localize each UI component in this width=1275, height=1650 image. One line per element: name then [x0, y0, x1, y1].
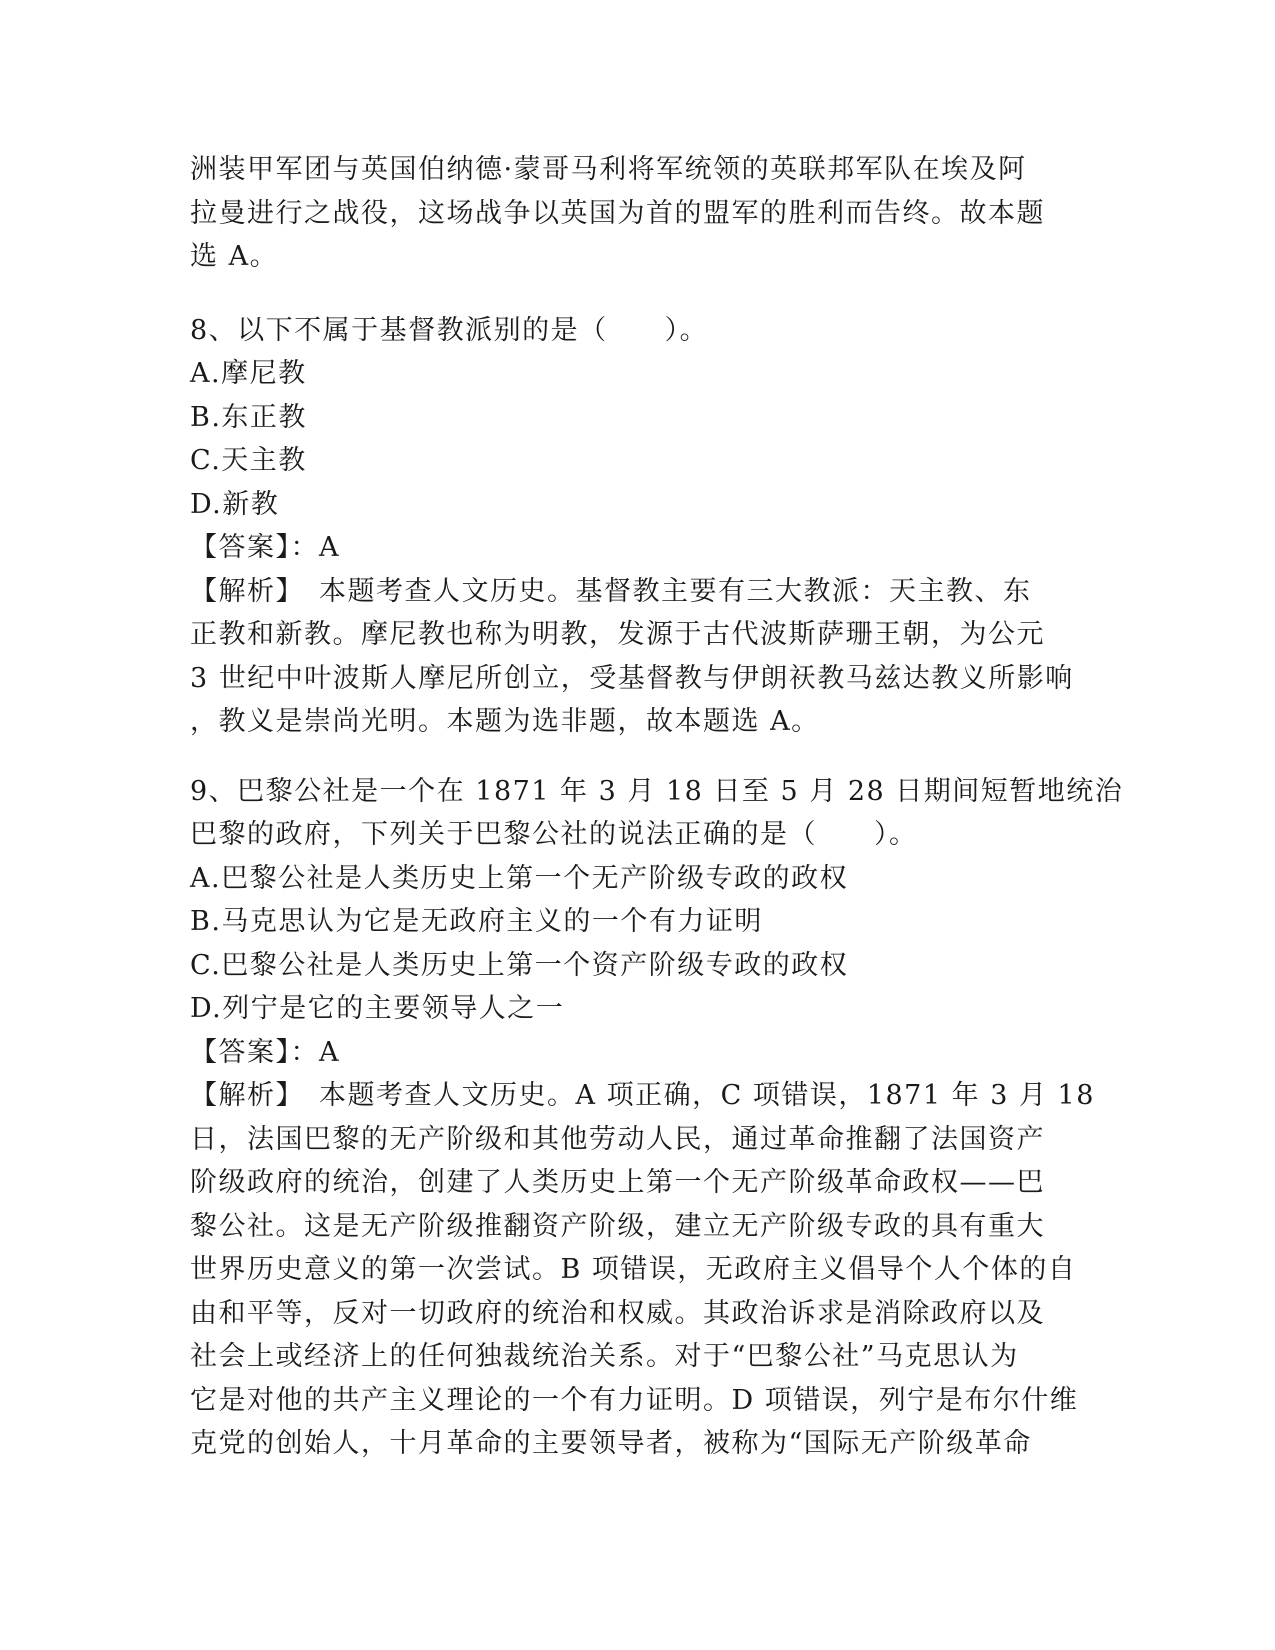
text-line: 洲装甲军团与英国伯纳德·蒙哥马利将军统领的英联邦军队在埃及阿	[190, 154, 1027, 185]
option-c: C.巴黎公社是人类历史上第一个资产阶级专政的政权	[190, 949, 849, 981]
option-d: D.新教	[190, 488, 280, 520]
analysis-line: 阶级政府的统治，创建了人类历史上第一个无产阶级革命政权——巴	[190, 1167, 1045, 1198]
question-stem: 9、巴黎公社是一个在 1871 年 3 月 18 日至 5 月 28 日期间短暂地统治	[190, 775, 1124, 807]
answer-line: 【答案】：A	[190, 1036, 340, 1068]
answer-line: 【答案】：A	[190, 532, 340, 563]
option-a: A.巴黎公社是人类历史上第一个无产阶级专政的政权	[190, 862, 849, 894]
text-line: 选 A。	[190, 241, 279, 272]
analysis-line: 克党的创始人，十月革命的主要领导者，被称为“国际无产阶级革命	[190, 1428, 1032, 1459]
option-b: B.马克思认为它是无政府主义的一个有力证明	[190, 906, 763, 937]
document-page	[190, 148, 1124, 1466]
analysis-line: 世界历史意义的第一次尝试。B 项错误，无政府主义倡导个人个体的自	[190, 1254, 1077, 1285]
analysis-line: 它是对他的共产主义理论的一个有力证明。D 项错误，列宁是布尔什维	[190, 1384, 1079, 1416]
analysis-line: 3 世纪中叶波斯人摩尼所创立，受基督教与伊朗祆教马兹达教义所影响	[190, 662, 1074, 694]
question-9	[190, 770, 1124, 1466]
option-d: D.列宁是它的主要领导人之一	[190, 993, 565, 1024]
analysis-line: 社会上或经济上的任何独裁统治关系。对于“巴黎公社”马克思认为	[190, 1341, 1019, 1372]
option-c: C.天主教	[190, 445, 307, 476]
option-b: B.东正教	[190, 401, 307, 433]
question-8	[190, 309, 1090, 744]
option-a: A.摩尼教	[190, 358, 307, 389]
question-stem: 8、以下不属于基督教派别的是（ ）。	[190, 314, 709, 346]
analysis-line: 【解析】 本题考查人文历史。基督教主要有三大教派：天主教、东	[190, 575, 1032, 607]
analysis-line: 日，法国巴黎的无产阶级和其他劳动人民，通过革命推翻了法国资产	[190, 1123, 1045, 1155]
analysis-line: 黎公社。这是无产阶级推翻资产阶级，建立无产阶级专政的具有重大	[190, 1210, 1045, 1242]
analysis-line: 正教和新教。摩尼教也称为明教，发源于古代波斯萨珊王朝，为公元	[190, 619, 1045, 650]
analysis-line: ，教义是崇尚光明。本题为选非题，故本题选 A。	[190, 706, 820, 737]
text-line: 拉曼进行之战役，这场战争以英国为首的盟军的胜利而告终。故本题	[190, 197, 1045, 229]
analysis-line: 【解析】 本题考查人文历史。A 项正确，C 项错误，1871 年 3 月 18	[190, 1080, 1095, 1111]
question-stem: 巴黎的政府，下列关于巴黎公社的说法正确的是（ ）。	[190, 819, 918, 850]
prev-question-explanation	[190, 148, 1090, 279]
analysis-line: 由和平等，反对一切政府的统治和权威。其政治诉求是消除政府以及	[190, 1297, 1045, 1329]
